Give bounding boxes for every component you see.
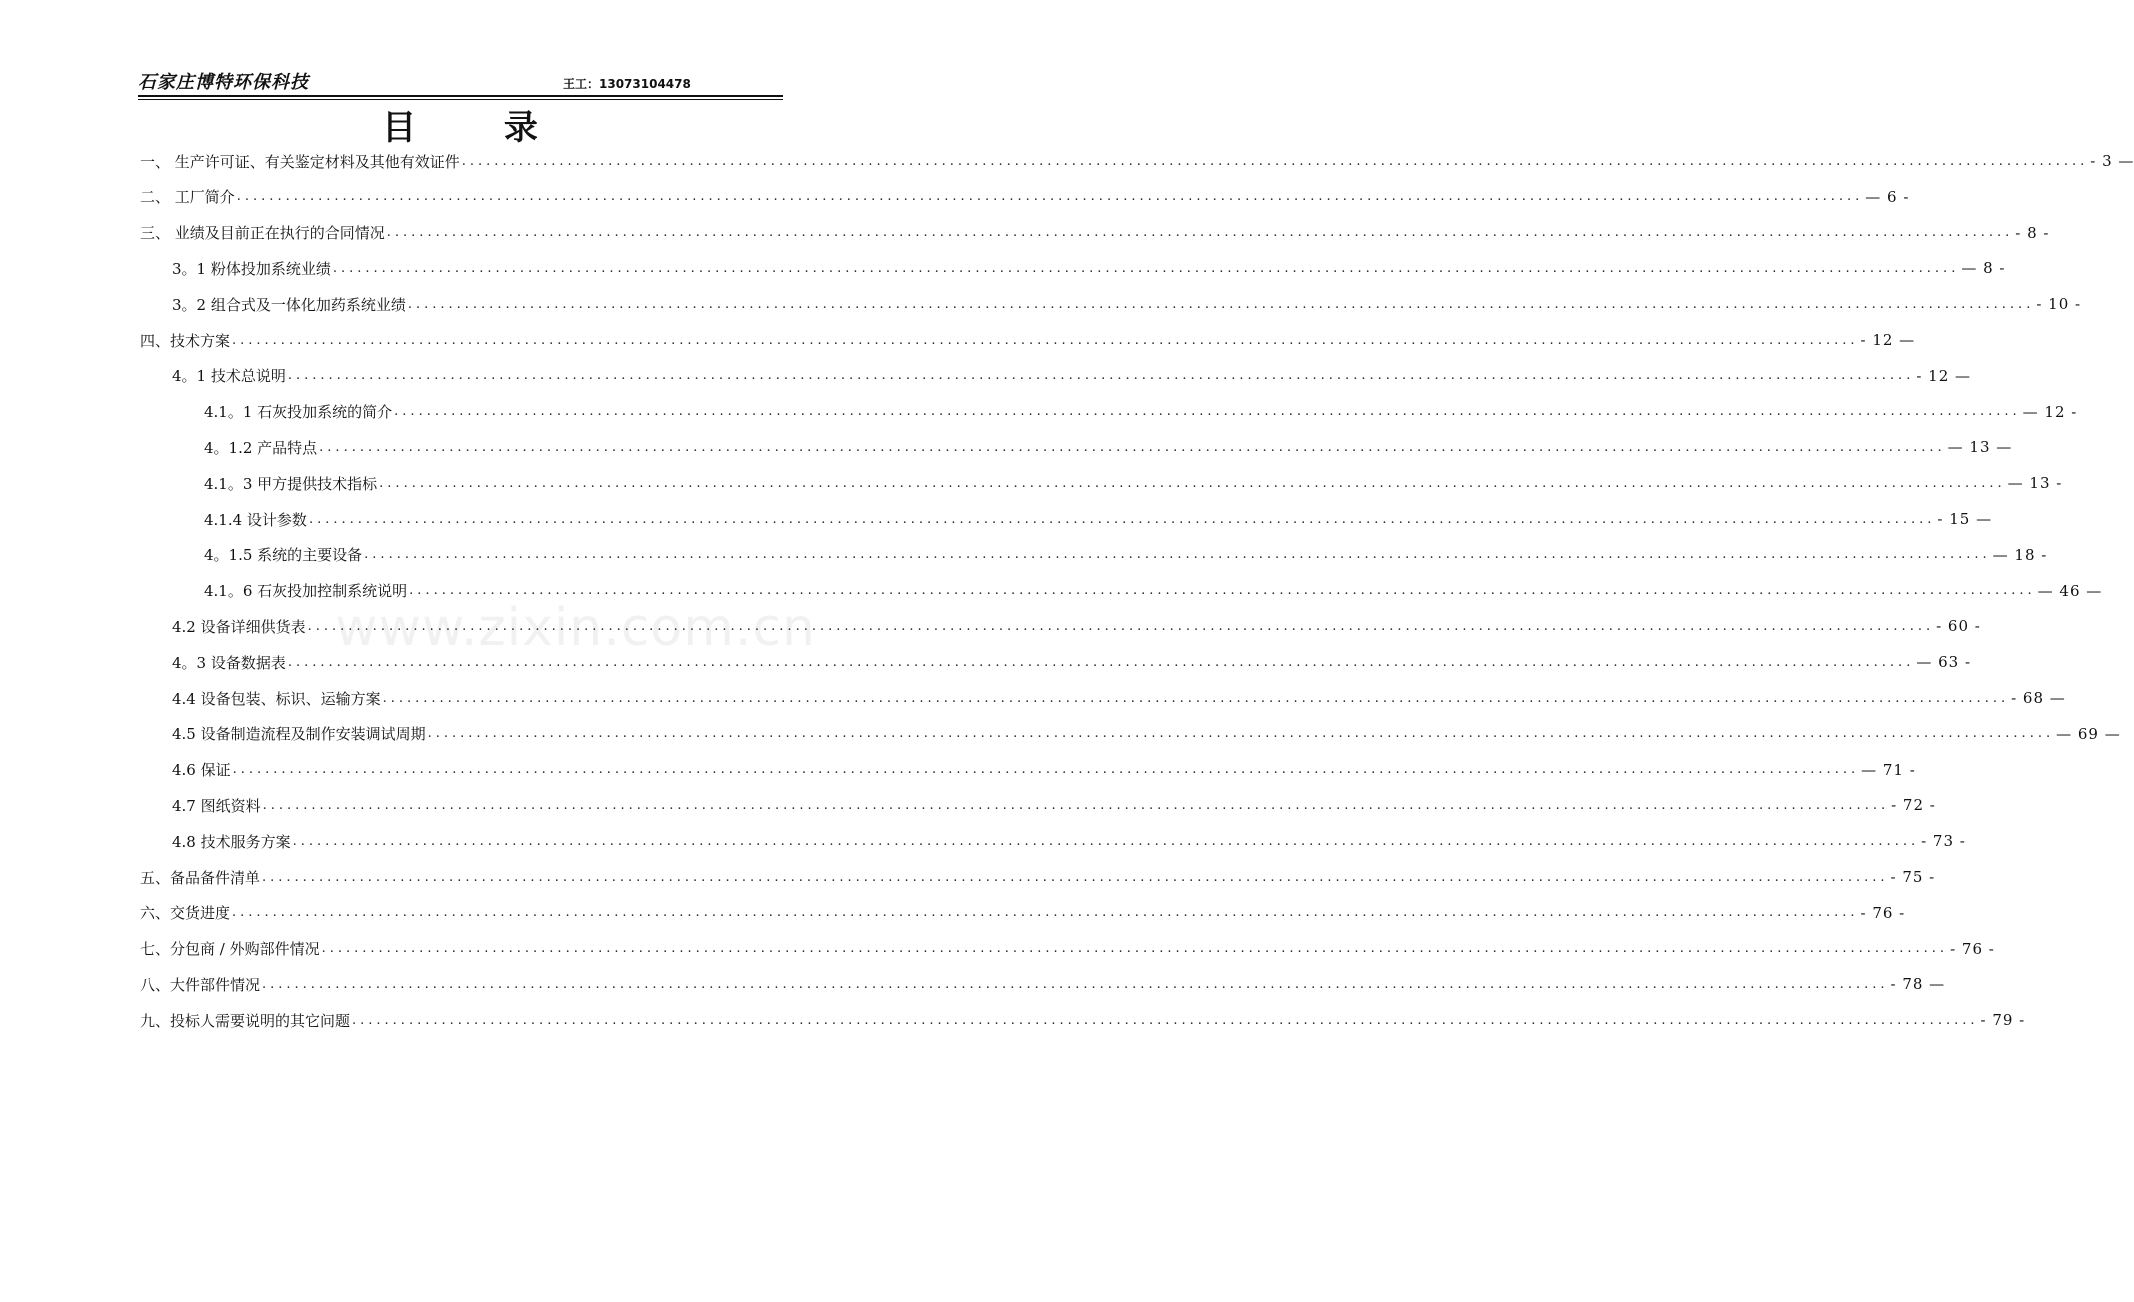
toc-dot-leader: ........................................................................................................................................................................................................ [232,332,1859,348]
toc-entry-page: - 68 — [2011,689,2066,707]
toc-entry-page: — 69 — [2056,724,2121,743]
toc-entry-label: 六、交货进度 [140,904,231,923]
toc-entry-label: 七、分包商 / 外购部件情况 [140,940,320,959]
toc-entry[interactable] [204,501,1993,537]
toc-entry[interactable] [140,1002,2026,1038]
toc-entry[interactable] [172,358,1972,394]
toc-dot-leader: ........................................................................................................................................................................................................ [364,547,1991,563]
toc-entry-label: 4.1.4 设计参数 [204,510,307,529]
toc-entry[interactable] [140,143,2134,179]
toc-dot-leader: ........................................................................................................................................................................................................ [332,260,1960,276]
toc-dot-leader: ........................................................................................................................................................................................................ [321,941,1949,957]
toc-entry-label: 4.7 图纸资料 [172,796,261,815]
toc-dot-leader: ........................................................................................................................................................................................................ [287,654,1915,670]
toc-entry-page: - 12 — [1916,366,1972,385]
toc-entry[interactable] [172,250,2006,286]
toc-entry-page: — 63 - [1916,653,1972,672]
toc-entry[interactable] [204,394,2078,430]
toc-dot-leader: ........................................................................................................................................................................................................ [386,225,2014,241]
toc-entry-label: 4。1.2 产品特点 [204,438,318,457]
toc-dot-leader: ........................................................................................................................................................................................................ [382,690,2010,706]
toc-dot-leader: ........................................................................................................................................................................................................ [232,905,1859,921]
toc-entry-label: 五、备品备件清单 [140,868,261,887]
toc-dot-leader: ........................................................................................................................................................................................................ [307,618,1935,634]
toc-entry[interactable] [172,286,2082,322]
toc-entry-page: - 60 - [1936,617,1981,636]
toc-entry-label: 4.1。1 石灰投加系统的简介 [204,403,393,422]
toc-entry-label: 一、 生产许可证、有关鉴定材料及其他有效证件 [140,152,460,171]
toc-entry-page: - 78 — [1890,975,1946,994]
page-header [138,62,783,96]
toc-entry-page: — 6 - [1865,187,1910,206]
toc-entry-page: - 79 - [1980,1011,2026,1030]
toc-dot-leader: ........................................................................................................................................................................................................ [262,976,1889,992]
toc-entry-label: 4。1.5 系统的主要设备 [204,546,363,565]
company-name: 石家庄博特环保科技 [138,72,309,93]
toc-dot-leader: ........................................................................................................................................................................................................ [319,439,1946,455]
toc-entry-label: 4。3 设备数据表 [172,653,286,672]
toc-dot-leader: ........................................................................................................................................................................................................ [352,1012,1979,1028]
toc-entry[interactable] [140,895,1906,931]
toc-entry-page: — 13 — [1947,438,2013,457]
toc-entry-page: - 15 — [1937,510,1993,528]
toc-entry-page: - 8 - [2015,223,2050,242]
toc-entry-page: — 18 - [1992,545,2048,564]
page-title: 目 录 [382,108,576,148]
toc-dot-leader: ........................................................................................................................................................................................................ [427,726,2055,742]
toc-entry[interactable] [140,215,2050,251]
toc-entry[interactable] [140,859,1936,895]
toc-entry-page: - 75 - [1890,868,1936,886]
header-rule-thick [138,95,783,97]
toc-entry-label: 4.2 设备详细供货表 [172,617,306,636]
toc-entry-label: 三、 业绩及目前正在执行的合同情况 [140,224,385,243]
toc-entry-page: - 3 — [2090,152,2134,170]
toc-entry-label: 二、 工厂简介 [140,188,235,207]
toc-entry-page: - 76 - [1860,903,1906,922]
toc-entry[interactable] [204,465,2063,501]
toc-entry[interactable] [140,322,1916,358]
toc-dot-leader: ........................................................................................................................................................................................................ [236,189,1864,205]
toc-entry-page: — 46 — [2037,581,2103,600]
contact-info: 王工：13073104478 [563,77,691,91]
toc-entry-label: 九、投标人需要说明的其它问题 [140,1011,351,1030]
toc-entry[interactable] [172,787,1936,823]
toc-dot-leader: ........................................................................................................................................................................................................ [407,296,2035,312]
toc-entry[interactable] [172,823,1966,859]
toc-dot-leader: ........................................................................................................................................................................................................ [379,475,2006,491]
toc-entry-label: 3。1 粉体投加系统业绩 [172,259,331,278]
toc-entry-page: - 76 - [1950,939,1995,958]
toc-entry-label: 4.1。6 石灰投加控制系统说明 [204,582,408,601]
toc-entry[interactable] [204,573,2103,609]
toc-dot-leader: ........................................................................................................................................................................................................ [262,869,1889,885]
toc-entry-label: 4。1 技术总说明 [172,367,286,386]
toc-entry-label: 4.4 设备包装、标识、运输方案 [172,689,381,708]
toc-entry-page: - 10 - [2036,295,2082,314]
toc-entry-label: 3。2 组合式及一体化加药系统业绩 [172,295,406,314]
toc-dot-leader: ........................................................................................................................................................................................................ [232,762,1860,778]
toc-dot-leader: ........................................................................................................................................................................................................ [461,153,2089,169]
toc-dot-leader: ........................................................................................................................................................................................................ [287,368,1915,384]
toc-entry-label: 四、技术方案 [140,331,231,350]
toc-entry-label: 4.1。3 甲方提供技术指标 [204,474,378,493]
toc-dot-leader: ........................................................................................................................................................................................................ [292,833,1920,849]
toc-entry[interactable] [140,931,1995,967]
toc-entry[interactable] [172,644,1972,680]
toc-entry-page: — 71 - [1861,760,1916,779]
toc-entry-page: — 13 - [2007,474,2063,493]
toc-dot-leader: ........................................................................................................................................................................................................ [262,797,1890,813]
toc-entry-label: 4.6 保证 [172,761,231,780]
toc-entry[interactable] [172,716,2121,752]
toc-dot-leader: ........................................................................................................................................................................................................ [394,404,2021,420]
toc-entry[interactable] [172,680,2066,716]
toc-entry-label: 八、大件部件情况 [140,975,261,994]
toc-entry[interactable] [172,608,1981,644]
toc-entry[interactable] [140,179,1910,215]
toc-entry-page: — 8 - [1961,259,2006,278]
toc-entry-page: - 12 — [1860,331,1916,349]
toc-entry-page: - 73 - [1921,832,1966,851]
toc-dot-leader: ........................................................................................................................................................................................................ [308,511,1936,527]
toc-entry-label: 4.8 技术服务方案 [172,832,291,851]
toc-dot-leader: ........................................................................................................................................................................................................ [409,583,2036,599]
watermark: www.zixin.com.cn [335,598,816,658]
toc-entry[interactable] [172,752,1916,788]
toc-entry[interactable] [140,966,1946,1002]
toc-entry-page: - 72 - [1891,796,1936,815]
toc-entry-page: — 12 - [2022,402,2078,421]
toc-entry[interactable] [204,537,2048,573]
toc-entry-label: 4.5 设备制造流程及制作安装调试周期 [172,725,426,744]
toc-entry[interactable] [204,429,2013,465]
